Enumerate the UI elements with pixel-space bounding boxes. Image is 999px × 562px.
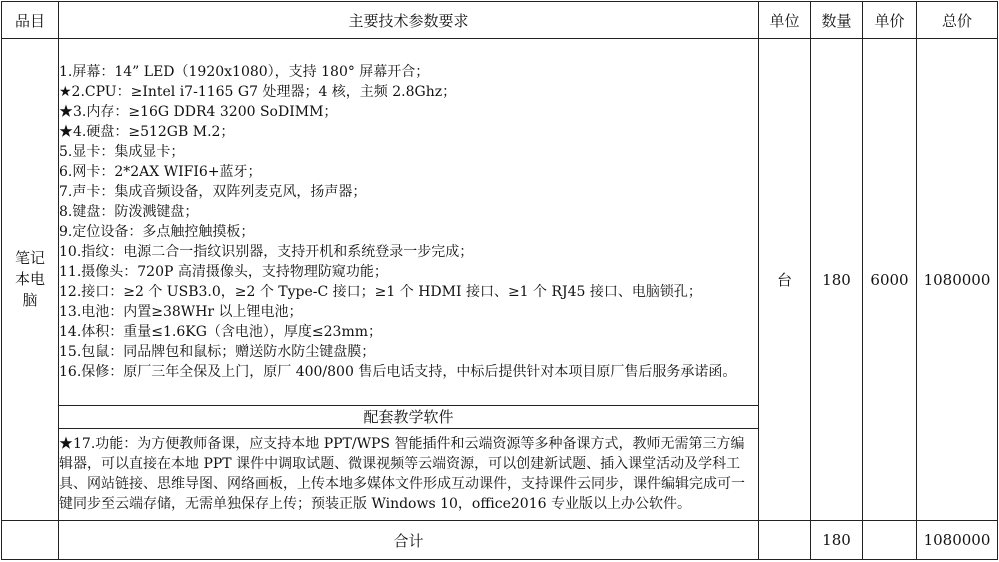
procurement-spec-table	[1, 1, 998, 560]
spec-line: 10.指纹：电源二合一指纹识别器，支持开机和系统登录一步完成；	[59, 243, 474, 260]
spec-line: ★4.硬盘：≥512GB M.2；	[59, 123, 235, 140]
unit-cell: 台	[759, 39, 811, 521]
header-price: 单价	[863, 2, 917, 39]
spec-line: 11.摄像头：720P 高清摄像头，支持物理防窥功能；	[59, 263, 388, 280]
header-unit: 单位	[759, 2, 811, 39]
item-name-cell	[2, 39, 59, 521]
price-cell: 6000	[863, 39, 917, 521]
spec-line: 9.定位设备：多点触控触摸板；	[59, 223, 255, 240]
spec-line: 8.键盘：防泼溅键盘；	[59, 203, 199, 220]
total-cell: 1080000	[917, 39, 998, 521]
header-qty: 数量	[811, 2, 863, 39]
header-total: 总价	[917, 2, 998, 39]
spec-line: ★3.内存：≥16G DDR4 3200 SoDIMM；	[59, 103, 338, 120]
spec-line: 15.包鼠：同品牌包和鼠标；赠送防水防尘键盘膜；	[59, 343, 376, 360]
spec-line: 16.保修：原厂三年全保及上门，原厂 400/800 售后电话支持，中标后提供针对本项目原厂售后服务承诺函。	[59, 363, 737, 380]
software-title: 配套教学软件	[59, 405, 759, 428]
item-name-line: 本电	[14, 270, 45, 288]
item-name-line: 笔记	[14, 249, 45, 267]
total-row-empty-cell	[2, 521, 59, 560]
qty-cell: 180	[811, 39, 863, 521]
total-row-unit-cell	[759, 521, 811, 560]
software-spec-text: ★17.功能：为方便教师备课，应支持本地 PPT/WPS 智能插件和云端资源等多种备课方式，教师无需第三方编辑器，可以直接在本地 PPT 课件中调取试题、微课视频等云端资源，可以创建新试题、插入课堂活动及学科工具、网站链接、思维导图、网络画板，上传本地多媒体文件形成互动课件，支持课件云同步，课件编辑完成可一键同步至云端存储，无需单独保存上传；预装正版 Windows 10，office2016 专业版以上办公软件。	[59, 428, 759, 521]
header-item: 品目	[2, 2, 59, 39]
total-qty: 180	[811, 521, 863, 560]
spec-line: 14.体积：重量≤1.6KG（含电池），厚度≤23mm；	[59, 323, 382, 340]
spec-line: ★2.CPU：≥Intel i7-1165 G7 处理器；4 核，主频 2.8Ghz；	[59, 83, 457, 100]
spec-line: 5.显卡：集成显卡；	[59, 143, 185, 160]
total-row-price-cell	[863, 521, 917, 560]
spec-line: 7.声卡：集成音频设备，双阵列麦克风，扬声器；	[59, 183, 367, 200]
header-row	[2, 2, 998, 39]
header-spec: 主要技术参数要求	[59, 2, 759, 39]
spec-line: 6.网卡：2*2AX WIFI6+蓝牙；	[59, 163, 262, 180]
item-name-line: 脑	[22, 291, 38, 309]
spec-line: 12.接口：≥2 个 USB3.0，≥2 个 Type-C 接口；≥1 个 HDMI 接口、≥1 个 RJ45 接口、电脑锁孔；	[59, 283, 702, 300]
total-row	[2, 521, 998, 560]
total-amount: 1080000	[917, 521, 998, 560]
spec-list-cell	[59, 39, 759, 406]
laptop-row	[2, 39, 998, 406]
spec-line: 1.屏幕：14” LED（1920x1080），支持 180° 屏幕开合；	[59, 63, 430, 80]
spec-line: 13.电池：内置≥38WHr 以上锂电池；	[59, 303, 303, 320]
total-label: 合计	[59, 521, 759, 560]
